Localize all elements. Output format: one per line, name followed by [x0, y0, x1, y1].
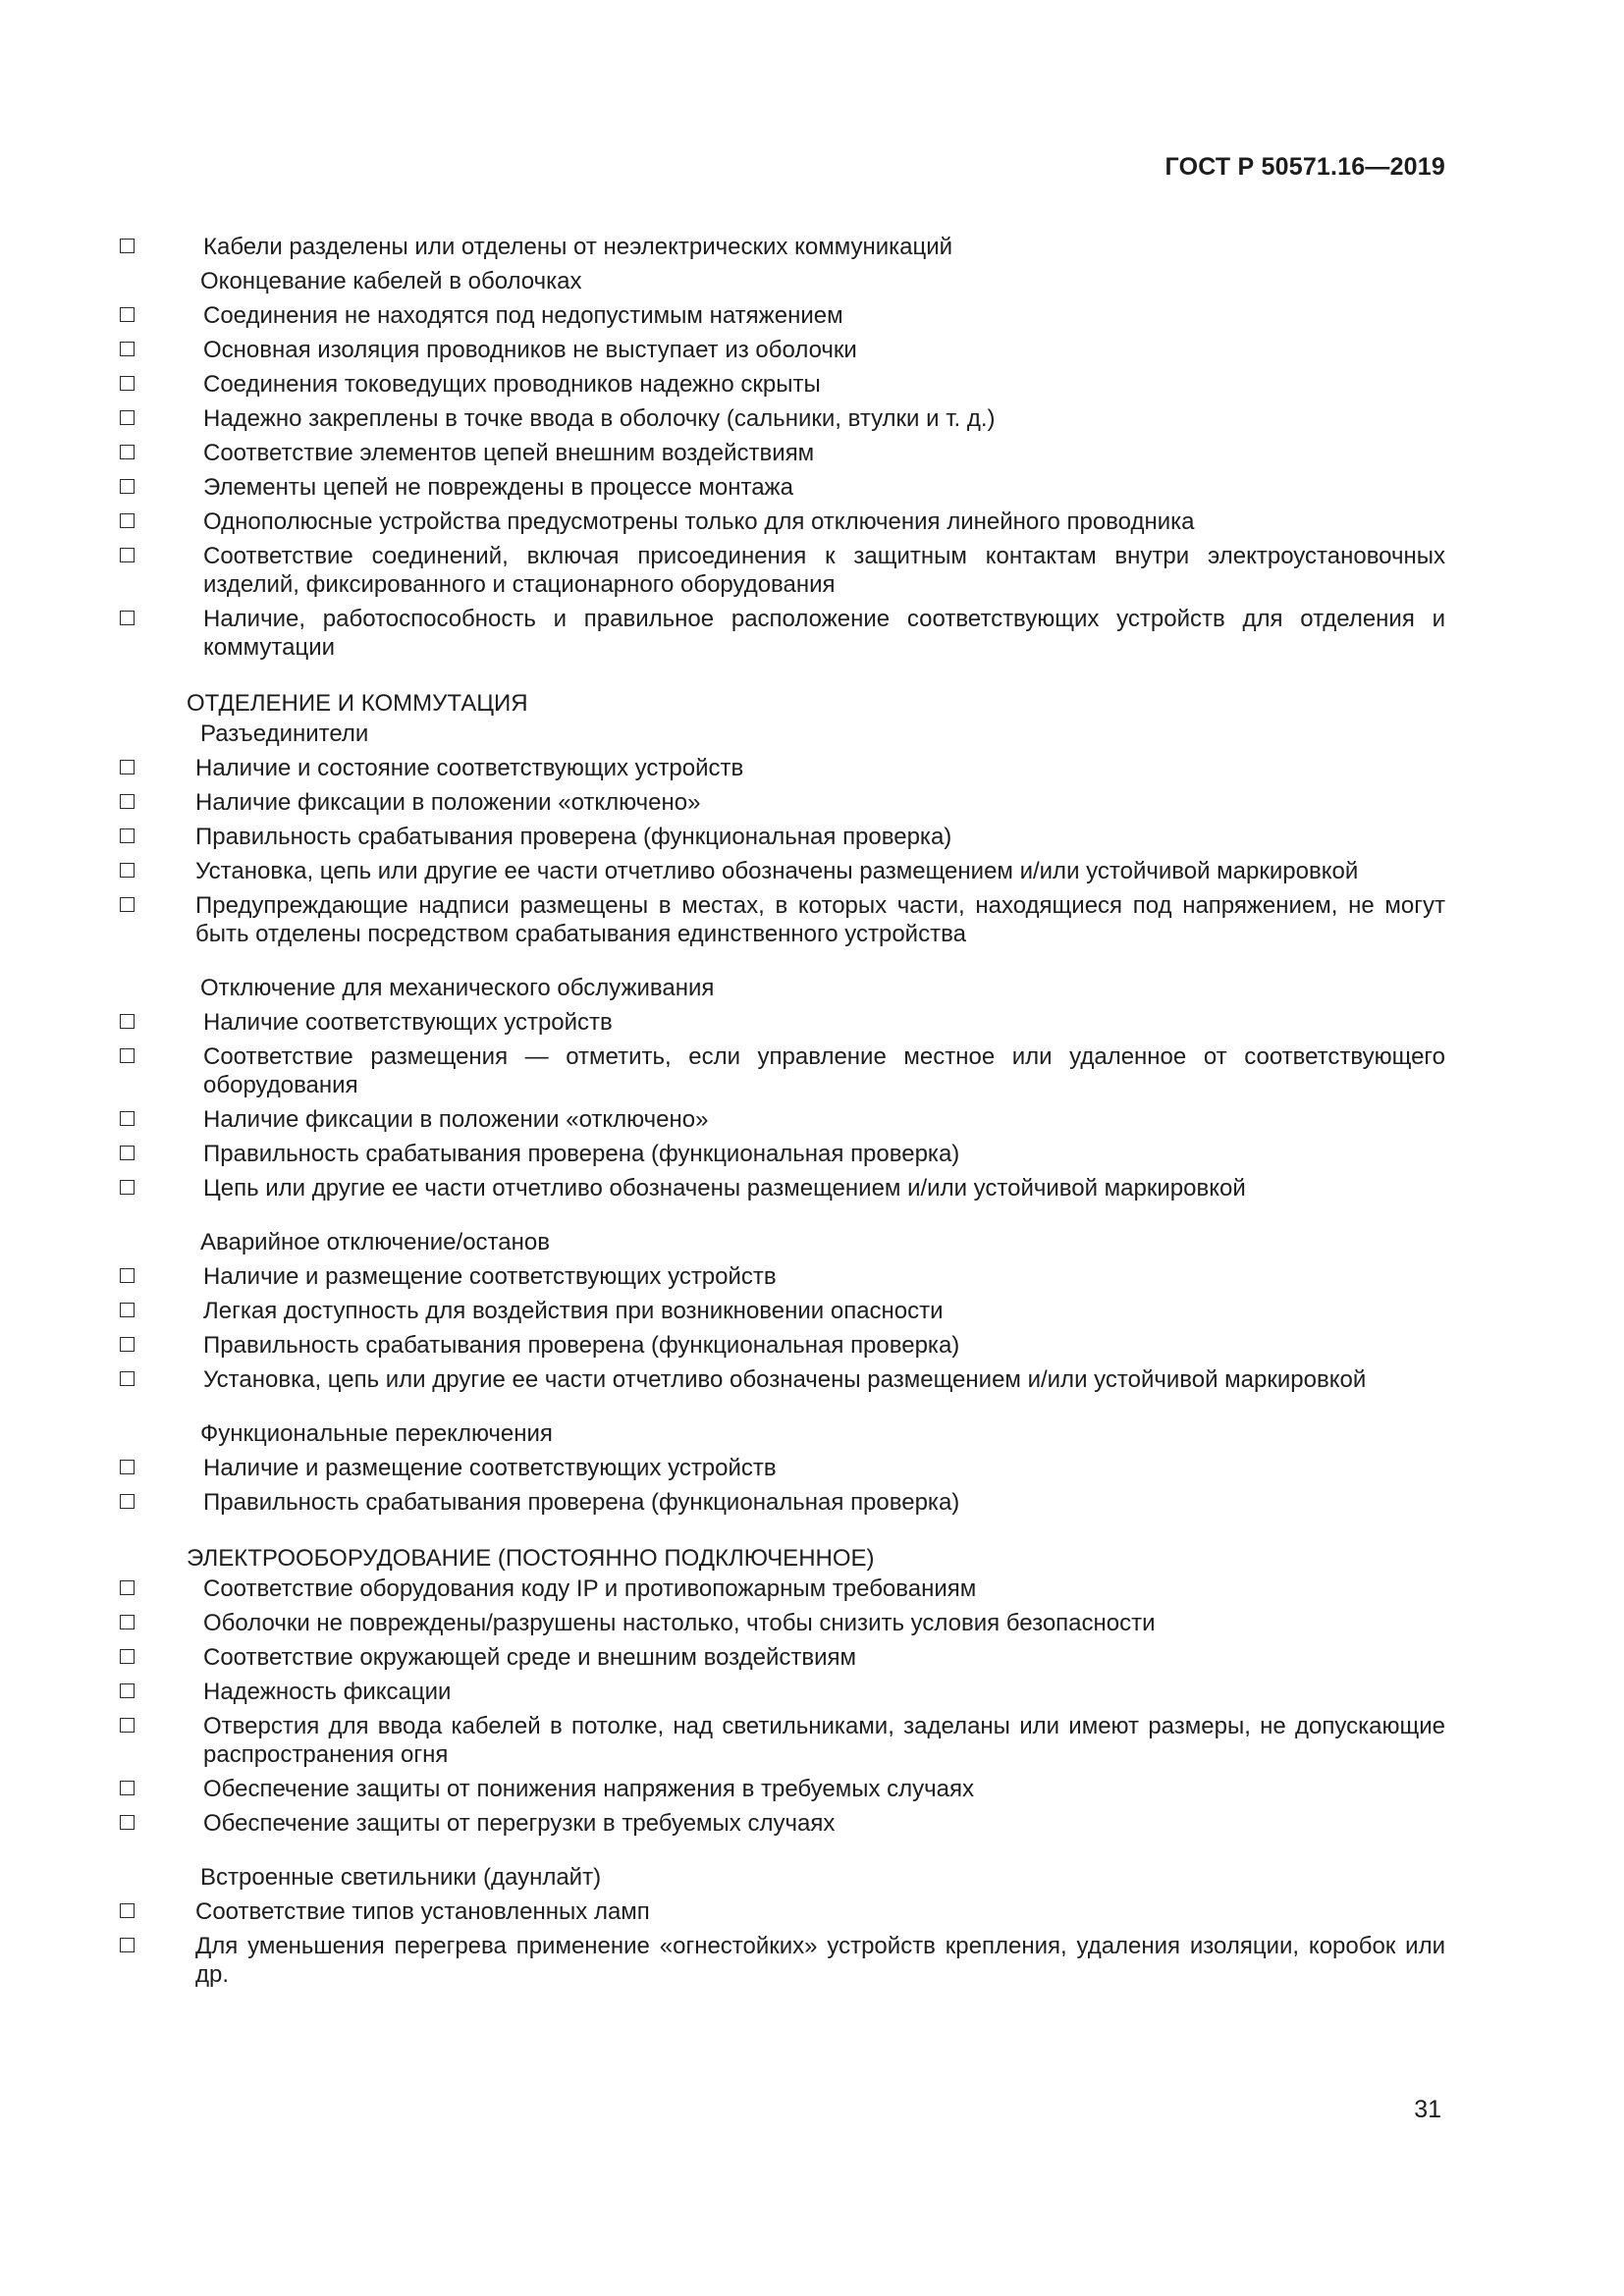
checklist-item: [118, 891, 1445, 948]
checkbox-icon[interactable]: [120, 479, 135, 494]
checklist-item-text: Надежно закреплены в точке ввода в оболочку (сальники, втулки и т. д.): [203, 405, 996, 432]
checkbox-icon[interactable]: [120, 1683, 135, 1698]
checkbox-icon[interactable]: [120, 1303, 135, 1317]
checklist-item: [118, 1678, 1445, 1706]
checklist-item: [118, 1331, 1445, 1360]
checklist-item-text: Обеспечение защиты от понижения напряжения в требуемых случаях: [203, 1776, 974, 1802]
checkbox-icon[interactable]: [120, 1146, 135, 1160]
checklist-item: [118, 754, 1445, 782]
checklist-item: [118, 1775, 1445, 1803]
checkbox-icon[interactable]: [120, 794, 135, 809]
checkbox-icon[interactable]: [120, 1268, 135, 1283]
checklist: [118, 233, 1445, 1995]
checkbox-icon[interactable]: [120, 1048, 135, 1063]
checklist-item-text: Легкая доступность для воздействия при возникновении опасности: [203, 1298, 944, 1324]
page-number: 31: [1414, 2096, 1441, 2123]
checklist-item: [118, 439, 1445, 467]
checkbox-icon[interactable]: [120, 1180, 135, 1195]
checklist-item: [118, 605, 1445, 662]
section-heading: ЭЛЕКТРООБОРУДОВАНИЕ (ПОСТОЯННО ПОДКЛЮЧЕННОЕ): [187, 1545, 875, 1572]
checklist-item-text: Наличие фиксации в положении «отключено»: [203, 1106, 709, 1133]
checklist-item-text: Наличие, работоспособность и правильное расположение соответствующих устройств для отделения и коммутации: [203, 606, 1445, 661]
checkbox-icon[interactable]: [120, 1371, 135, 1386]
checkbox-icon[interactable]: [120, 239, 135, 253]
subsection-heading: Отключение для механического обслуживания: [200, 975, 715, 1001]
subsection-heading: Аварийное отключение/останов: [200, 1229, 550, 1255]
checklist-item-text: Наличие и размещение соответствующих устройств: [203, 1263, 777, 1290]
checklist-item: [118, 1575, 1445, 1603]
checklist-item-text: Наличие и состояние соответствующих устройств: [195, 755, 744, 781]
checklist-item: [118, 1809, 1445, 1838]
checkbox-icon[interactable]: [120, 611, 135, 625]
checklist-item: [118, 1140, 1445, 1168]
checkbox-icon[interactable]: [120, 410, 135, 425]
checkbox-icon[interactable]: [120, 1781, 135, 1795]
checklist-item: [118, 336, 1445, 364]
checklist-item-text: Надежность фиксации: [203, 1679, 452, 1705]
checkbox-icon[interactable]: [120, 1649, 135, 1664]
checkbox-icon[interactable]: [120, 1460, 135, 1474]
checkbox-icon[interactable]: [120, 1938, 135, 1952]
checklist-item-text: Правильность срабатывания проверена (функциональная проверка): [203, 1489, 960, 1516]
checklist-item: [118, 370, 1445, 399]
checklist-item: [118, 1008, 1445, 1037]
checklist-item-text: Соответствие соединений, включая присоединения к защитным контактам внутри электроустановочных изделий, фиксированного и стационарного оборудования: [203, 543, 1445, 598]
checklist-item-text: Оболочки не повреждены/разрушены настолько, чтобы снизить условия безопасности: [203, 1610, 1156, 1636]
checkbox-icon[interactable]: [120, 1014, 135, 1029]
checkbox-icon[interactable]: [120, 1494, 135, 1509]
checkbox-icon[interactable]: [120, 376, 135, 391]
checkbox-icon[interactable]: [120, 307, 135, 322]
checklist-item-text: Предупреждающие надписи размещены в местах, в которых части, находящиеся под напряжением, не могут быть отделены посредством срабатывания единственного устройства: [195, 892, 1445, 947]
checklist-item: [118, 1932, 1445, 1989]
checkbox-icon[interactable]: [120, 760, 135, 774]
checklist-item: [118, 233, 1445, 261]
checklist-item: [118, 857, 1445, 885]
checklist-item-text: Отверстия для ввода кабелей в потолке, над светильниками, заделаны или имеют размеры, не допускающие распространения огня: [203, 1713, 1445, 1768]
checklist-item: [118, 542, 1445, 599]
checklist-item: [118, 788, 1445, 817]
checklist-item: [118, 507, 1445, 536]
subsection-heading: Разъединители: [200, 721, 369, 747]
checklist-item-text: Наличие соответствующих устройств: [203, 1009, 613, 1036]
checkbox-icon[interactable]: [120, 1718, 135, 1733]
checklist-item-text: Соответствие оборудования коду IP и противопожарным требованиям: [203, 1575, 977, 1602]
subsection-heading: Оконцевание кабелей в оболочках: [200, 268, 582, 294]
checklist-item-text: Однополюсные устройства предусмотрены только для отключения линейного проводника: [203, 508, 1195, 535]
checklist-item: [118, 1365, 1445, 1394]
checkbox-icon[interactable]: [120, 1337, 135, 1352]
checkbox-icon[interactable]: [120, 1615, 135, 1629]
checklist-item-text: Соединения не находятся под недопустимым натяжением: [203, 302, 843, 329]
subsection-heading: Встроенные светильники (даунлайт): [200, 1864, 602, 1891]
checklist-item: [118, 1712, 1445, 1769]
checklist-item: [118, 1174, 1445, 1202]
checklist-item-text: Правильность срабатывания проверена (функциональная проверка): [203, 1332, 960, 1359]
checklist-item-text: Элементы цепей не повреждены в процессе монтажа: [203, 474, 793, 501]
checklist-item: [118, 1897, 1445, 1926]
checklist-item-text: Соответствие типов установленных ламп: [195, 1898, 650, 1925]
checklist-item-text: Для уменьшения перегрева применение «огнестойких» устройств крепления, удаления изоляции, коробок или др.: [195, 1933, 1445, 1988]
checkbox-icon[interactable]: [120, 1580, 135, 1595]
checklist-item: [118, 404, 1445, 433]
checklist-item-text: Установка, цепь или другие ее части отчетливо обозначены размещением и/или устойчивой маркировкой: [203, 1366, 1367, 1393]
checkbox-icon[interactable]: [120, 513, 135, 528]
checkbox-icon[interactable]: [120, 897, 135, 912]
checklist-item-text: Соответствие окружающей среде и внешним воздействиям: [203, 1644, 857, 1671]
checklist-item: [118, 823, 1445, 851]
checklist-item-text: Наличие фиксации в положении «отключено»: [195, 789, 701, 816]
checklist-item-text: Установка, цепь или другие ее части отчетливо обозначены размещением и/или устойчивой маркировкой: [195, 858, 1359, 884]
checklist-item-text: Кабели разделены или отделены от неэлектрических коммуникаций: [203, 234, 953, 260]
checklist-item-text: Правильность срабатывания проверена (функциональная проверка): [195, 824, 952, 850]
checkbox-icon[interactable]: [120, 828, 135, 843]
checkbox-icon[interactable]: [120, 1815, 135, 1830]
checklist-item: [118, 1488, 1445, 1517]
checklist-item-text: Соответствие элементов цепей внешним воздействиям: [203, 440, 815, 466]
checklist-item: [118, 1262, 1445, 1291]
checkbox-icon[interactable]: [120, 863, 135, 878]
document-code: ГОСТ Р 50571.16—2019: [1164, 153, 1445, 181]
checkbox-icon[interactable]: [120, 342, 135, 356]
checklist-item-text: Обеспечение защиты от перегрузки в требуемых случаях: [203, 1810, 836, 1837]
subsection-heading: Функциональные переключения: [200, 1420, 553, 1447]
checklist-item: [118, 1105, 1445, 1134]
checklist-item-text: Соединения токоведущих проводников надежно скрыты: [203, 371, 821, 398]
checklist-item-text: Основная изоляция проводников не выступает из оболочки: [203, 337, 857, 363]
checklist-item-text: Наличие и размещение соответствующих устройств: [203, 1455, 777, 1481]
checklist-item: [118, 1042, 1445, 1099]
checklist-item: [118, 1643, 1445, 1672]
checkbox-icon[interactable]: [120, 445, 135, 459]
checklist-item: [118, 1297, 1445, 1325]
checklist-item-text: Соответствие размещения — отметить, если управление местное или удаленное от соответствующего оборудования: [203, 1043, 1445, 1098]
checklist-item-text: Правильность срабатывания проверена (функциональная проверка): [203, 1141, 960, 1167]
checklist-item: [118, 301, 1445, 330]
checklist-item: [118, 1454, 1445, 1482]
checkbox-icon[interactable]: [120, 1111, 135, 1126]
section-heading: ОТДЕЛЕНИЕ И КОММУТАЦИЯ: [187, 690, 528, 717]
checkbox-icon[interactable]: [120, 1903, 135, 1918]
checklist-item: [118, 1609, 1445, 1637]
checkbox-icon[interactable]: [120, 548, 135, 562]
checklist-item: [118, 473, 1445, 502]
checklist-item-text: Цепь или другие ее части отчетливо обозначены размещением и/или устойчивой маркировкой: [203, 1175, 1246, 1201]
